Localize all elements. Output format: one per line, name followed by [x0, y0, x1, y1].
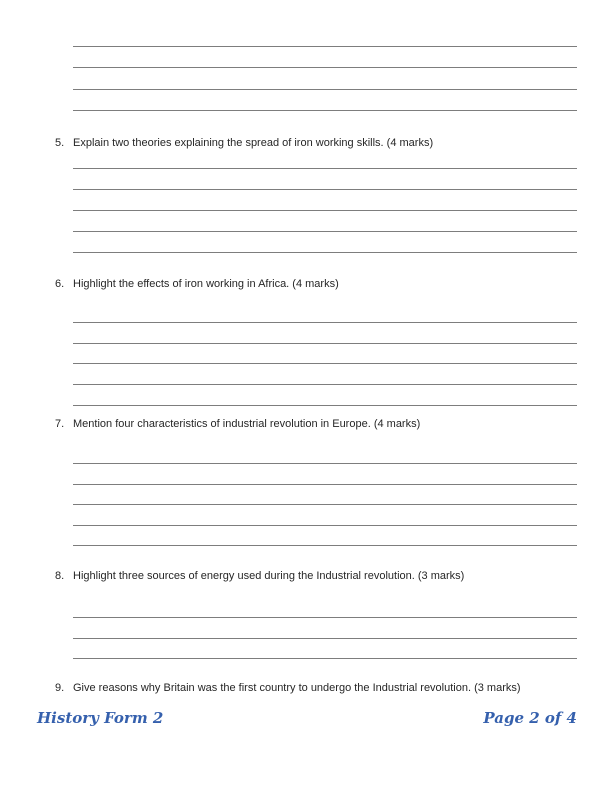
- question-text: Highlight the effects of iron working in Africa. (4 marks): [73, 278, 339, 290]
- answer-line: [73, 405, 577, 406]
- answer-line: [73, 168, 577, 169]
- footer-course-title: History Form 2: [37, 709, 164, 727]
- answer-line: [73, 343, 577, 344]
- question-number: 5.: [55, 137, 65, 149]
- footer-page-number: Page 2 of 4: [483, 709, 577, 727]
- question-text: Mention four characteristics of industrial revolution in Europe. (4 marks): [73, 418, 421, 430]
- answer-line: [73, 525, 577, 526]
- question-item: [55, 417, 595, 431]
- question-item: [55, 681, 595, 695]
- answer-line: [73, 252, 577, 253]
- answer-line: [73, 110, 577, 111]
- answer-line: [73, 658, 577, 659]
- answer-line: [73, 617, 577, 618]
- answer-line: [73, 504, 577, 505]
- question-text: Highlight three sources of energy used during the Industrial revolution. (3 marks): [73, 570, 465, 582]
- answer-line: [73, 484, 577, 485]
- answer-line: [73, 384, 577, 385]
- question-number: 9.: [55, 682, 65, 694]
- question-item: [55, 569, 595, 583]
- question-text: Explain two theories explaining the spread of iron working skills. (4 marks): [73, 137, 434, 149]
- question-number: 6.: [55, 278, 65, 290]
- question-item: [55, 136, 595, 150]
- answer-line: [73, 46, 577, 47]
- answer-line: [73, 189, 577, 190]
- question-number: 7.: [55, 418, 65, 430]
- answer-line: [73, 231, 577, 232]
- question-item: [55, 277, 595, 291]
- answer-line: [73, 638, 577, 639]
- answer-line: [73, 545, 577, 546]
- question-text: Give reasons why Britain was the first country to undergo the Industrial revolution. (3 marks): [73, 682, 521, 694]
- answer-line: [73, 363, 577, 364]
- answer-line: [73, 67, 577, 68]
- answer-line: [73, 463, 577, 464]
- answer-line: [73, 210, 577, 211]
- question-number: 8.: [55, 570, 65, 582]
- answer-line: [73, 89, 577, 90]
- answer-line: [73, 322, 577, 323]
